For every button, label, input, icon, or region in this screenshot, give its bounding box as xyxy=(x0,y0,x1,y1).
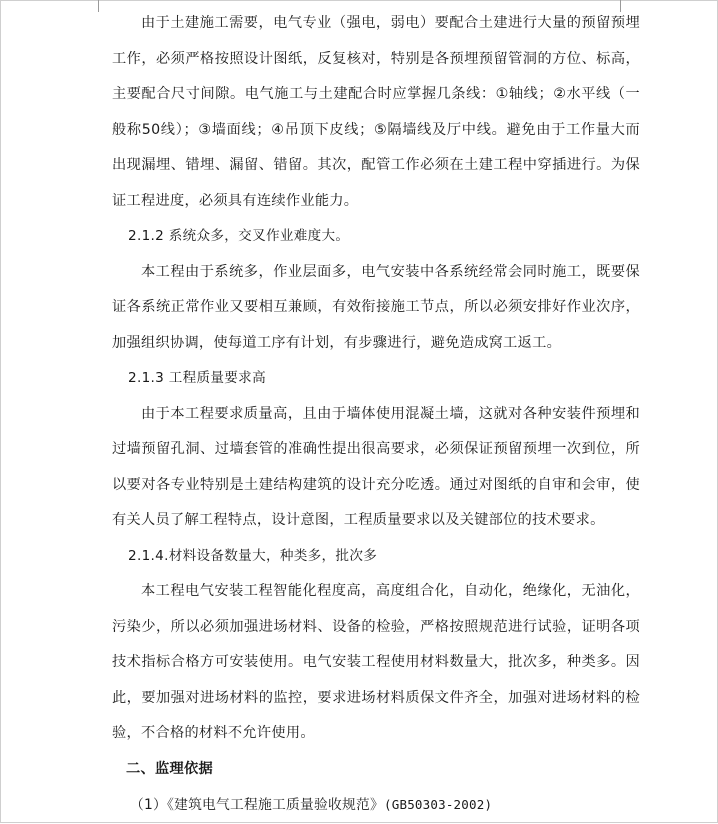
crop-mark-top-left xyxy=(98,0,99,12)
reference-item-1 xyxy=(112,787,640,824)
paragraph-quality-requirements: 由于本工程要求质量高，且由于墙体使用混凝土墙，这就对各种安装件预埋和过墙预留孔洞、过墙套管的准确性提出很高要求，必须保证预留预埋一次到位，所以要对各专业特别是土建结构建筑的设计充分吃透。通过对图纸的自审和会审，使有关人员了解工程特点，设计意图，工程质量要求以及关键部位的技术要求。 xyxy=(112,405,640,528)
heading-supervision-basis: 二、监理依据 xyxy=(126,760,213,777)
paragraph-materials: 本工程电气安装工程智能化程度高，高度组合化，自动化，绝缘化，无油化，污染少，所以必须加强进场材料、设备的检验，严格按照规范进行试验，证明各项技术指标合格方可安装使用。电气安装工程使用材料数量大，批次多，种类多。因此，要加强对进场材料的监控，要求进场材料质保文件齐全，加强对进场材料的检验，不合格的材料不允许使用。 xyxy=(112,583,640,741)
heading-2-1-2: 2.1.2 系统众多，交叉作业难度大。 xyxy=(128,228,350,244)
heading-2-1-4: 2.1.4.材料设备数量大，种类多，批次多 xyxy=(128,547,378,564)
paragraph-civil-coordination: 由于土建施工需要，电气专业（强电，弱电）要配合土建进行大量的预留预埋工作，必须严格按照设计图纸，反复核对，特别是各预埋预留管洞的方位、标高，主要配合尺寸间隙。电气施工与土建配合时应掌握几条线：①轴线；②水平线（一般称50线）；③墙面线；④吊顶下皮线；⑤隔墙线及厅中线。避免由于工作量大而出现漏埋、错埋、漏留、错留。其次，配管工作必须在土建工程中穿插进行。为保证工程进度，必须具有连续作业能力。 xyxy=(112,15,640,209)
reference-code: (GB50303-2002) xyxy=(384,797,493,812)
paragraph-multiple-systems: 本工程由于系统多，作业层面多，电气安装中各系统经常会同时施工，既要保证各系统正常作业又要相互兼顾，有效衔接施工节点，所以必须安排好作业次序，加强组织协调，使每道工序有计划，有步骤进行，避免造成窝工返工。 xyxy=(112,263,640,351)
heading-2-1-3: 2.1.3 工程质量要求高 xyxy=(128,370,266,386)
reference-title: （1）《建筑电气工程施工质量验收规范》 xyxy=(130,797,385,813)
document-body xyxy=(112,0,640,824)
